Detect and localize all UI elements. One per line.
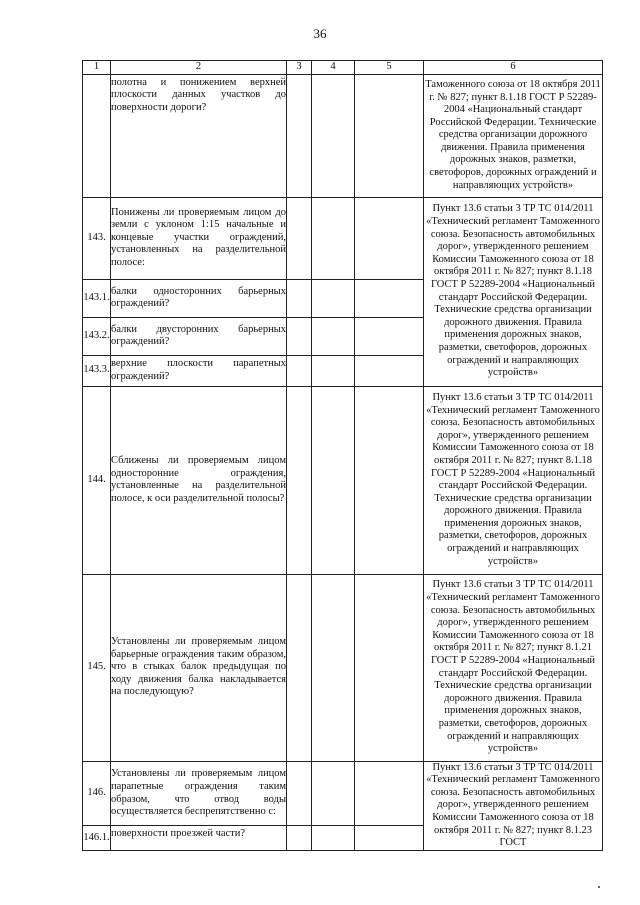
empty-cell: [287, 574, 312, 761]
header-col-1: 1: [83, 61, 111, 75]
table-row: [83, 574, 603, 761]
row-number: 144.: [83, 386, 111, 574]
stray-mark: [598, 886, 600, 888]
empty-cell: [312, 574, 355, 761]
row-number: 143.1.: [83, 279, 111, 317]
empty-cell: [312, 279, 355, 317]
empty-cell: [355, 386, 424, 574]
empty-cell: [355, 317, 424, 355]
empty-cell: [312, 386, 355, 574]
empty-cell: [355, 355, 424, 386]
empty-cell: [312, 355, 355, 386]
row-number: [83, 74, 111, 197]
question-text: Установлены ли проверяемым лицом барьерные ограждения таким образом, что в стыках балок предыдущая по ходу движения балка накладывается на последующую?: [111, 574, 287, 761]
empty-cell: [355, 197, 424, 279]
legal-reference: Таможенного союза от 18 октября 2011 г. № 827; пункт 8.1.18 ГОСТ Р 52289-2004 «Национальный стандарт Российской Федерации. Технические средства организации дорожного движения. Правила применения дорожных знаков, разметки, светофоров, дорожных ограждений и направляющих устройств»: [424, 74, 603, 197]
header-col-5: 5: [355, 61, 424, 75]
row-number: 146.1.: [83, 826, 111, 850]
empty-cell: [287, 317, 312, 355]
empty-cell: [287, 386, 312, 574]
row-number: 145.: [83, 574, 111, 761]
question-text: верхние плоскости парапетных ограждений?: [111, 355, 287, 386]
empty-cell: [287, 355, 312, 386]
header-col-2: 2: [111, 61, 287, 75]
legal-reference: Пункт 13.6 статьи 3 ТР ТС 014/2011 «Технический регламент Таможенного союза. Безопасность автомобильных дорог», утвержденного решением Комиссии Таможенного союза от 18 октября 2011 г. № 827; пункт 8.1.18 ГОСТ Р 52289-2004 «Национальный стандарт Российской Федерации. Технические средства организации дорожного движения. Правила применения дорожных знаков, разметки, светофоров, дорожных ограждений и направляющих устройств»: [424, 386, 603, 574]
row-number: 143.2.: [83, 317, 111, 355]
header-col-6: 6: [424, 61, 603, 75]
question-text: Понижены ли проверяемым лицом до земли с уклоном 1:15 начальные и концевые участки ограждений, установленных на разделительной полосе:: [111, 197, 287, 279]
table-row: [83, 197, 603, 279]
empty-cell: [312, 317, 355, 355]
empty-cell: [287, 74, 312, 197]
question-text: поверхности проезжей части?: [111, 826, 287, 850]
empty-cell: [355, 74, 424, 197]
empty-cell: [287, 761, 312, 826]
table-row: [83, 761, 603, 826]
header-col-3: 3: [287, 61, 312, 75]
empty-cell: [287, 197, 312, 279]
question-text: Сближены ли проверяемым лицом односторонние ограждения, установленные на разделительной полосе, к оси разделительной полосы?: [111, 386, 287, 574]
row-number: 143.: [83, 197, 111, 279]
empty-cell: [312, 74, 355, 197]
empty-cell: [355, 761, 424, 826]
empty-cell: [312, 197, 355, 279]
empty-cell: [355, 279, 424, 317]
empty-cell: [287, 279, 312, 317]
question-text: полотна и понижением верхней плоскости данных участков до поверхности дороги?: [111, 74, 287, 197]
header-col-4: 4: [312, 61, 355, 75]
legal-reference: Пункт 13.6 статьи 3 ТР ТС 014/2011 «Технический регламент Таможенного союза. Безопасность автомобильных дорог», утвержденного решением Комиссии Таможенного союза от 18 октября 2011 г. № 827; пункт 8.1.21 ГОСТ Р 52289-2004 «Национальный стандарт Российской Федерации. Технические средства организации дорожного движения. Правила применения дорожных знаков, разметки, светофоров, дорожных ограждений и направляющих устройств»: [424, 574, 603, 761]
question-text: балки двусторонних барьерных ограждений?: [111, 317, 287, 355]
page-number: 36: [313, 26, 327, 41]
table-row: [83, 386, 603, 574]
empty-cell: [287, 826, 312, 850]
empty-cell: [312, 761, 355, 826]
empty-cell: [312, 826, 355, 850]
inspection-checklist-table: [82, 60, 603, 851]
table-header-row: [83, 61, 603, 75]
table-row: [83, 74, 603, 197]
empty-cell: [355, 826, 424, 850]
row-number: 146.: [83, 761, 111, 826]
question-text: балки односторонних барьерных ограждений?: [111, 279, 287, 317]
question-text: Установлены ли проверяемым лицом парапетные ограждения таким образом, что отвод воды осуществляется беспрепятственно с:: [111, 761, 287, 826]
legal-reference: Пункт 13.6 статьи 3 ТР ТС 014/2011 «Технический регламент Таможенного союза. Безопасность автомобильных дорог», утвержденного решением Комиссии Таможенного союза от 18 октября 2011 г. № 827; пункт 8.1.23 ГОСТ: [424, 761, 603, 850]
empty-cell: [355, 574, 424, 761]
row-number: 143.3.: [83, 355, 111, 386]
legal-reference: Пункт 13.6 статьи 3 ТР ТС 014/2011 «Технический регламент Таможенного союза. Безопасность автомобильных дорог», утвержденного решением Комиссии Таможенного союза от 18 октября 2011 г. № 827; пункт 8.1.18 ГОСТ Р 52289-2004 «Национальный стандарт Российской Федерации. Технические средства организации дорожного движения. Правила применения дорожных знаков, разметки, светофоров, дорожных ограждений и направляющих устройств»: [424, 197, 603, 386]
